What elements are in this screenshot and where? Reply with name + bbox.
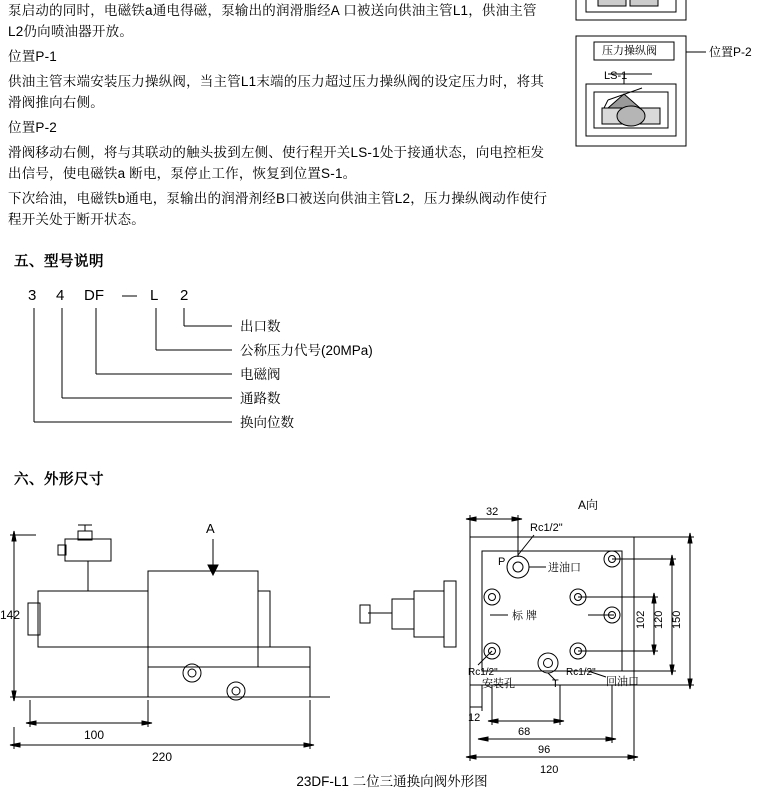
dim-102-label: 102 xyxy=(635,610,647,629)
mount-hole-label: 安装孔 xyxy=(482,678,515,690)
outline-dimension-svg xyxy=(0,495,784,795)
return-port-label: 回油口 xyxy=(606,676,639,688)
pressure-valve-label: 压力操纵阀 xyxy=(602,45,657,57)
thread-top-label: Rc1/2" xyxy=(530,522,563,534)
body-text-block xyxy=(8,0,548,234)
figure-caption: 23DF-L1 二位三通换向阀外形图 xyxy=(296,774,488,789)
nameplate-label: 标 牌 xyxy=(512,610,538,622)
model-code-char-2: 4 xyxy=(56,287,65,304)
position-p2-label: 位置P-2 xyxy=(709,45,752,59)
model-code-char-3: DF xyxy=(84,287,104,304)
paragraph-2: 位置P-1 xyxy=(8,49,58,64)
section-heading-6: 六、外形尺寸 xyxy=(14,472,104,488)
dim-120-h-label: 120 xyxy=(540,764,559,776)
dim-100-label: 100 xyxy=(84,728,105,742)
dim-220-label: 220 xyxy=(152,750,173,764)
model-code-label-1: 出口数 xyxy=(240,319,281,334)
port-t-label: T xyxy=(552,678,559,690)
paragraph-1: 泵启动的同时，电磁铁a通电得磁，泵输出的润滑脂经A 口被送向供油主管L1，供油主管L2仍向喷油器开放。 xyxy=(8,3,537,39)
limit-switch-label: LS-1 xyxy=(604,70,628,82)
dim-120-v-label: 120 xyxy=(653,610,665,629)
paragraph-6: 下次给油，电磁铁b通电，泵输出的润滑剂经B口被送向供油主管L2，压力操纵阀动作使行程开关处于断开状态。 xyxy=(8,191,548,227)
pressure-valve-schematic xyxy=(564,0,784,181)
inlet-port-label: 进油口 xyxy=(548,562,581,574)
section-heading-5: 五、型号说明 xyxy=(14,254,104,270)
model-code-char-6: 2 xyxy=(180,287,189,304)
port-p-label: P xyxy=(498,556,506,568)
model-code-char-5: L xyxy=(150,287,159,304)
model-code-label-3: 电磁阀 xyxy=(240,367,281,382)
model-code-char-4: — xyxy=(122,287,137,304)
dim-68-label: 68 xyxy=(518,726,531,738)
mount-hole-note-label: Rc1/2" xyxy=(468,667,498,678)
dim-96-label: 96 xyxy=(538,744,551,756)
pressure-valve-svg xyxy=(564,0,784,186)
thread-bottom-label: Rc1/2" xyxy=(566,667,596,678)
paragraph-3: 供油主管末端安装压力操纵阀，当主管L1末端的压力超过压力操纵阀的设定压力时，将其滑阀推向右侧。 xyxy=(8,74,545,110)
model-code-diagram xyxy=(0,280,520,450)
outline-dimension-drawing xyxy=(0,495,784,795)
dim-150-label: 150 xyxy=(671,610,683,629)
paragraph-5: 滑阀移动右侧，将与其联动的触头拔到左侧、使行程开关LS-1处于接通状态，向电控柜发出信号，使电磁铁a 断电，泵停止工作，恢复到位置S-1。 xyxy=(8,145,545,181)
model-code-svg xyxy=(0,280,520,455)
view-arrow-a-label: A xyxy=(206,521,215,536)
dim-32-label: 32 xyxy=(486,506,499,518)
paragraph-4: 位置P-2 xyxy=(8,120,58,135)
model-code-label-2: 公称压力代号(20MPa) xyxy=(240,343,373,358)
model-code-label-4: 通路数 xyxy=(240,391,281,406)
model-code-label-5: 换向位数 xyxy=(240,415,294,430)
model-code-char-1: 3 xyxy=(28,287,37,304)
view-a-direction-label: A向 xyxy=(578,498,599,512)
dim-12-label: 12 xyxy=(468,712,481,724)
dim-142-label: 142 xyxy=(0,608,21,622)
